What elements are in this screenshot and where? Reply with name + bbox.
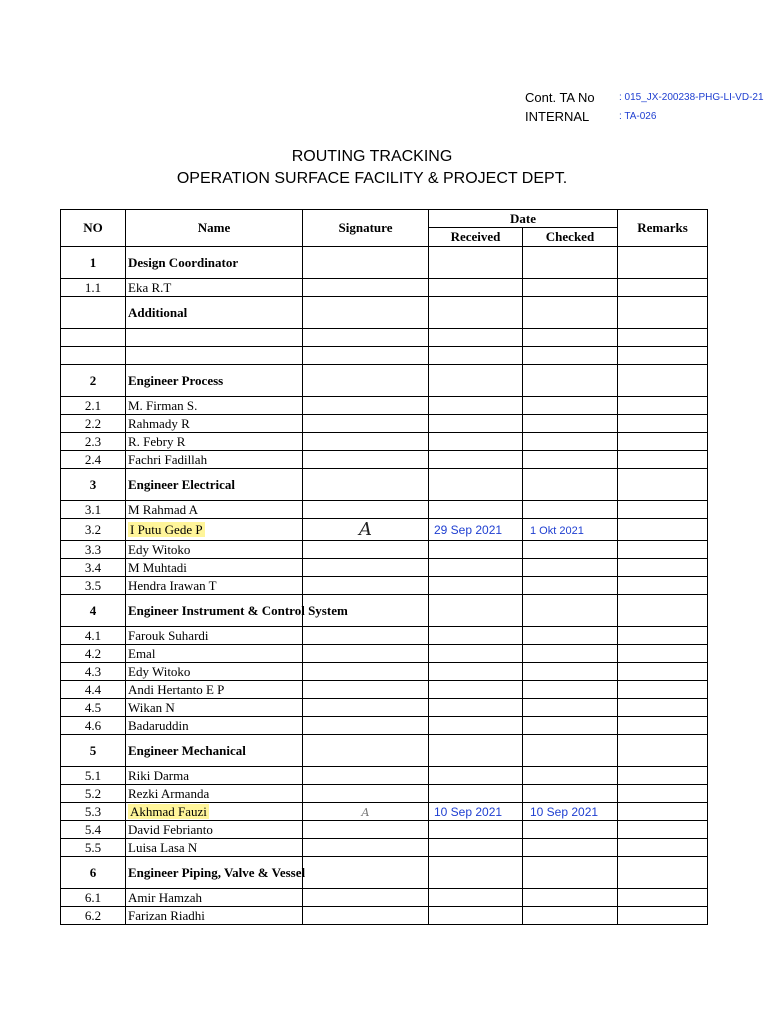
signature-cell <box>303 365 429 397</box>
remarks-cell <box>618 247 708 279</box>
checked-date <box>523 839 618 857</box>
checked-date <box>523 767 618 785</box>
signature-cell <box>303 297 429 329</box>
checked-date <box>523 541 618 559</box>
received-date <box>429 365 523 397</box>
section-row <box>61 247 708 279</box>
received-date <box>429 699 523 717</box>
person-name: M Rahmad A <box>126 501 303 519</box>
section-row <box>61 735 708 767</box>
checked-date <box>523 329 618 347</box>
row-number: 4.6 <box>61 717 126 735</box>
checked-date <box>523 415 618 433</box>
checked-date <box>523 247 618 279</box>
received-date <box>429 839 523 857</box>
remarks-cell <box>618 415 708 433</box>
remarks-cell <box>618 803 708 821</box>
row-number: 4.2 <box>61 645 126 663</box>
row-number: 3.5 <box>61 577 126 595</box>
row-number: 2.4 <box>61 451 126 469</box>
remarks-cell <box>618 717 708 735</box>
checked-date <box>523 821 618 839</box>
received-date <box>429 907 523 925</box>
person-name: David Febrianto <box>126 821 303 839</box>
row-number: 6.2 <box>61 907 126 925</box>
checked-date <box>523 347 618 365</box>
received-date <box>429 501 523 519</box>
signature-cell <box>303 433 429 451</box>
meta-value-cont-ta: : 015_JX-200238-PHG-LI-VD-21 <box>619 92 764 103</box>
received-date <box>429 329 523 347</box>
table-row <box>61 785 708 803</box>
table-row <box>61 397 708 415</box>
received-date <box>429 397 523 415</box>
table-row <box>61 839 708 857</box>
section-title: Design Coordinator <box>126 247 303 279</box>
table-row <box>61 541 708 559</box>
received-date <box>429 519 523 541</box>
received-date <box>429 541 523 559</box>
table-row <box>61 717 708 735</box>
received-date <box>429 469 523 501</box>
row-number: 1.1 <box>61 279 126 297</box>
checked-date <box>523 663 618 681</box>
section-row <box>61 469 708 501</box>
signature-cell <box>303 469 429 501</box>
highlighted-name: I Putu Gede P <box>130 521 203 537</box>
person-name: Rezki Armanda <box>126 785 303 803</box>
signature-cell <box>303 803 429 821</box>
signature-cell <box>303 699 429 717</box>
signature-cell <box>303 839 429 857</box>
header-signature: Signature <box>303 210 429 247</box>
person-name <box>126 803 303 821</box>
table-row <box>61 803 708 821</box>
received-date <box>429 595 523 627</box>
received-date <box>429 735 523 767</box>
checked-date <box>523 451 618 469</box>
person-name: Wikan N <box>126 699 303 717</box>
received-date <box>429 577 523 595</box>
signature-cell <box>303 577 429 595</box>
row-number: 6.1 <box>61 889 126 907</box>
person-name: Badaruddin <box>126 717 303 735</box>
person-name: Edy Witoko <box>126 663 303 681</box>
checked-date <box>523 365 618 397</box>
checked-date <box>523 501 618 519</box>
doc-subtitle: OPERATION SURFACE FACILITY & PROJECT DEPT. <box>176 170 568 187</box>
remarks-cell <box>618 347 708 365</box>
remarks-cell <box>618 541 708 559</box>
table-row <box>61 821 708 839</box>
received-date <box>429 889 523 907</box>
person-name: Edy Witoko <box>126 541 303 559</box>
section-title: Engineer Process <box>126 365 303 397</box>
person-name: Farizan Riadhi <box>126 907 303 925</box>
row-number: 5.5 <box>61 839 126 857</box>
checked-date <box>523 907 618 925</box>
table-row <box>61 501 708 519</box>
checked-date <box>523 699 618 717</box>
signature-cell <box>303 907 429 925</box>
received-date <box>429 415 523 433</box>
checked-date <box>523 577 618 595</box>
meta-value-internal: : TA-026 <box>619 111 657 122</box>
received-date <box>429 785 523 803</box>
received-date <box>429 247 523 279</box>
received-date-value: 10 Sep 2021 <box>434 804 503 819</box>
remarks-cell <box>618 595 708 627</box>
checked-date <box>523 397 618 415</box>
header-received: Received <box>429 228 523 247</box>
signature-mark: A <box>359 519 372 540</box>
routing-table <box>60 209 708 925</box>
row-number: 2.2 <box>61 415 126 433</box>
remarks-cell <box>618 907 708 925</box>
section-title: Additional <box>126 297 303 329</box>
remarks-cell <box>618 889 708 907</box>
person-name <box>126 347 303 365</box>
remarks-cell <box>618 821 708 839</box>
signature-cell <box>303 645 429 663</box>
meta-label-cont-ta: Cont. TA No <box>525 90 595 105</box>
section-title: Engineer Electrical <box>126 469 303 501</box>
row-number: 4.4 <box>61 681 126 699</box>
remarks-cell <box>618 559 708 577</box>
received-date <box>429 645 523 663</box>
signature-cell <box>303 279 429 297</box>
checked-date <box>523 519 618 541</box>
row-number: 2.1 <box>61 397 126 415</box>
signature-cell <box>303 889 429 907</box>
remarks-cell <box>618 681 708 699</box>
row-number: 1 <box>61 247 126 279</box>
received-date <box>429 433 523 451</box>
section-title: Engineer Instrument & Control System <box>126 595 303 627</box>
header-checked: Checked <box>523 228 618 247</box>
signature-cell <box>303 627 429 645</box>
received-date <box>429 627 523 645</box>
remarks-cell <box>618 469 708 501</box>
person-name: Fachri Fadillah <box>126 451 303 469</box>
remarks-cell <box>618 839 708 857</box>
section-title: Engineer Piping, Valve & Vessel <box>126 857 303 889</box>
row-number <box>61 297 126 329</box>
remarks-cell <box>618 857 708 889</box>
remarks-cell <box>618 699 708 717</box>
person-name: Emal <box>126 645 303 663</box>
section-row <box>61 857 708 889</box>
highlighted-name: Akhmad Fauzi <box>130 803 207 819</box>
received-date <box>429 279 523 297</box>
remarks-cell <box>618 297 708 329</box>
remarks-cell <box>618 577 708 595</box>
table-row <box>61 433 708 451</box>
table-row <box>61 451 708 469</box>
checked-date-value: 10 Sep 2021 <box>530 804 599 819</box>
signature-cell <box>303 541 429 559</box>
signature-cell <box>303 681 429 699</box>
row-number: 3.1 <box>61 501 126 519</box>
checked-date <box>523 559 618 577</box>
signature-cell <box>303 415 429 433</box>
table-row <box>61 577 708 595</box>
table-row <box>61 889 708 907</box>
remarks-cell <box>618 279 708 297</box>
table-row <box>61 559 708 577</box>
signature-cell <box>303 247 429 279</box>
remarks-cell <box>618 519 708 541</box>
person-name: Andi Hertanto E P <box>126 681 303 699</box>
person-name: Eka R.T <box>126 279 303 297</box>
person-name: Riki Darma <box>126 767 303 785</box>
person-name: Rahmady R <box>126 415 303 433</box>
checked-date <box>523 627 618 645</box>
row-number: 5.3 <box>61 803 126 821</box>
received-date <box>429 821 523 839</box>
section-row <box>61 297 708 329</box>
section-row <box>61 595 708 627</box>
row-number: 4.5 <box>61 699 126 717</box>
row-number: 3.3 <box>61 541 126 559</box>
checked-date <box>523 803 618 821</box>
signature-cell <box>303 347 429 365</box>
person-name: Farouk Suhardi <box>126 627 303 645</box>
remarks-cell <box>618 767 708 785</box>
received-date <box>429 681 523 699</box>
table-row <box>61 663 708 681</box>
received-date <box>429 803 523 821</box>
signature-cell <box>303 767 429 785</box>
signature-cell <box>303 519 429 541</box>
table-row <box>61 329 708 347</box>
row-number: 3.2 <box>61 519 126 541</box>
signature-cell <box>303 857 429 889</box>
row-number: 4.3 <box>61 663 126 681</box>
checked-date <box>523 469 618 501</box>
remarks-cell <box>618 501 708 519</box>
table-row <box>61 627 708 645</box>
table-row <box>61 681 708 699</box>
signature-mark: A <box>361 805 370 819</box>
header-name: Name <box>126 210 303 247</box>
header-no: NO <box>61 210 126 247</box>
received-date-value: 29 Sep 2021 <box>434 522 503 537</box>
remarks-cell <box>618 785 708 803</box>
remarks-cell <box>618 735 708 767</box>
person-name <box>126 329 303 347</box>
signature-cell <box>303 663 429 681</box>
person-name: Hendra Irawan T <box>126 577 303 595</box>
signature-cell <box>303 559 429 577</box>
checked-date <box>523 785 618 803</box>
header-remarks: Remarks <box>618 210 708 247</box>
signature-cell <box>303 451 429 469</box>
meta-label-internal: INTERNAL <box>525 109 590 124</box>
person-name <box>126 519 303 541</box>
row-number: 5.1 <box>61 767 126 785</box>
person-name: M. Firman S. <box>126 397 303 415</box>
signature-cell <box>303 785 429 803</box>
remarks-cell <box>618 365 708 397</box>
received-date <box>429 451 523 469</box>
received-date <box>429 857 523 889</box>
row-number: 5 <box>61 735 126 767</box>
checked-date <box>523 595 618 627</box>
checked-date <box>523 735 618 767</box>
row-number: 2.3 <box>61 433 126 451</box>
table-row <box>61 907 708 925</box>
row-number: 4 <box>61 595 126 627</box>
row-number <box>61 347 126 365</box>
checked-date <box>523 645 618 663</box>
row-number: 6 <box>61 857 126 889</box>
table-row <box>61 415 708 433</box>
table-row <box>61 279 708 297</box>
checked-date <box>523 297 618 329</box>
remarks-cell <box>618 397 708 415</box>
table-body <box>61 247 708 925</box>
header-date: Date <box>429 210 618 228</box>
checked-date <box>523 433 618 451</box>
signature-cell <box>303 717 429 735</box>
table-row <box>61 699 708 717</box>
received-date <box>429 559 523 577</box>
checked-date-value: 1 Okt 2021 <box>530 524 584 537</box>
checked-date <box>523 279 618 297</box>
remarks-cell <box>618 627 708 645</box>
remarks-cell <box>618 329 708 347</box>
doc-title: ROUTING TRACKING <box>291 148 453 165</box>
signature-cell <box>303 821 429 839</box>
signature-cell <box>303 735 429 767</box>
received-date <box>429 767 523 785</box>
row-number: 2 <box>61 365 126 397</box>
checked-date <box>523 857 618 889</box>
signature-cell <box>303 397 429 415</box>
person-name: M Muhtadi <box>126 559 303 577</box>
received-date <box>429 717 523 735</box>
checked-date <box>523 681 618 699</box>
checked-date <box>523 889 618 907</box>
remarks-cell <box>618 451 708 469</box>
remarks-cell <box>618 433 708 451</box>
table-row <box>61 645 708 663</box>
received-date <box>429 347 523 365</box>
signature-cell <box>303 329 429 347</box>
received-date <box>429 663 523 681</box>
person-name: Amir Hamzah <box>126 889 303 907</box>
row-number: 5.4 <box>61 821 126 839</box>
row-number: 5.2 <box>61 785 126 803</box>
section-row <box>61 365 708 397</box>
row-number: 3.4 <box>61 559 126 577</box>
section-title: Engineer Mechanical <box>126 735 303 767</box>
signature-cell <box>303 501 429 519</box>
row-number: 3 <box>61 469 126 501</box>
row-number: 4.1 <box>61 627 126 645</box>
table-row <box>61 767 708 785</box>
person-name: R. Febry R <box>126 433 303 451</box>
received-date <box>429 297 523 329</box>
checked-date <box>523 717 618 735</box>
remarks-cell <box>618 645 708 663</box>
remarks-cell <box>618 663 708 681</box>
table-row <box>61 519 708 541</box>
person-name: Luisa Lasa N <box>126 839 303 857</box>
table-row <box>61 347 708 365</box>
row-number <box>61 329 126 347</box>
